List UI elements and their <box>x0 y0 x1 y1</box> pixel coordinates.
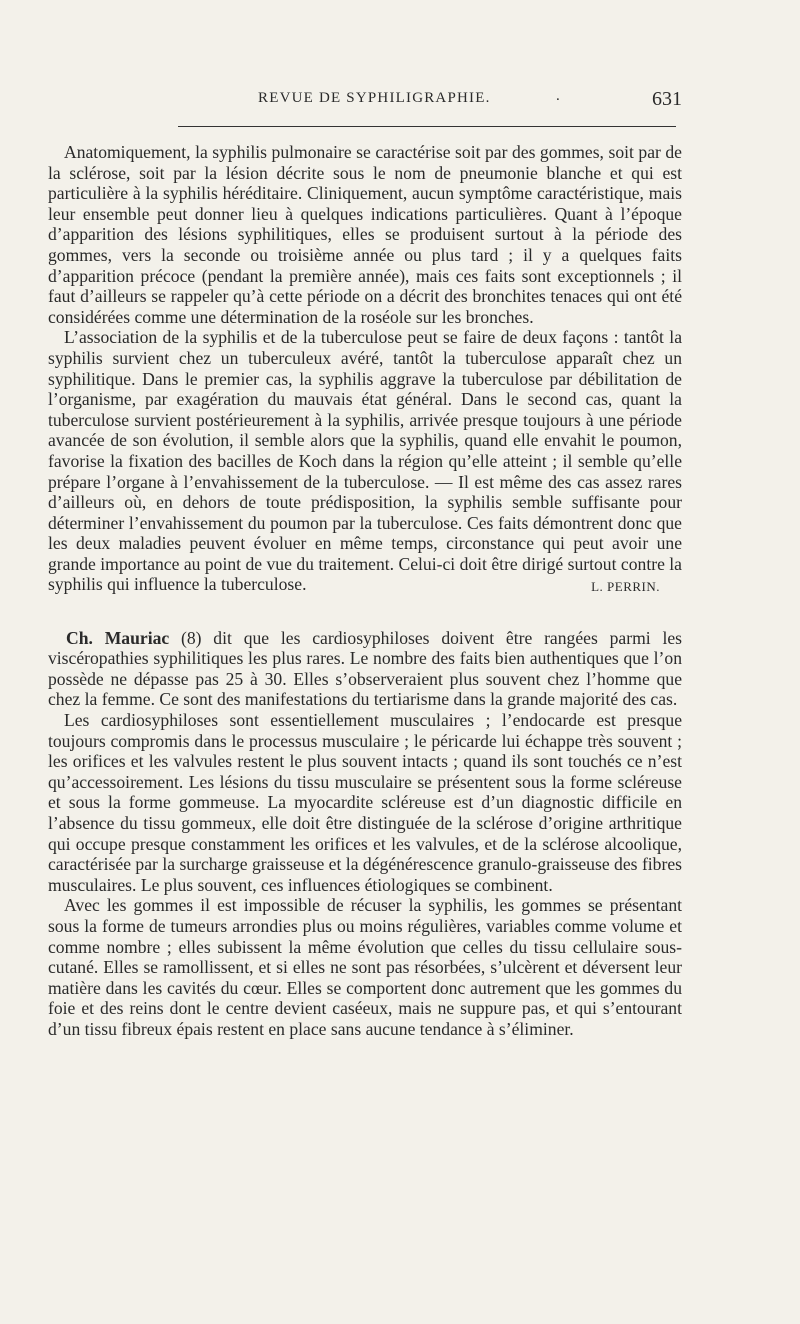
paragraph: Avec les gommes il est impossible de récuser la syphilis, les gommes se présentant sous la forme de tumeurs arrondies plus ou moins régulières, variables comme volume et comme nombre ; elles subissent la même évolution que celles du tissu cellulaire sous-cutané. Elles se ramollissent, et si elles ne sont pas résorbées, s’ulcèrent et déversent leur matière dans les cavités du cœur. Elles se comportent donc autrement que les gommes du foie et des reins dont le centre devient caséeux, mais ne suppure pas, et qui s’entourant d’un tissu fibreux épais restent en place sans aucune tendance à s’éliminer. <box>48 895 682 1039</box>
paragraph: L’association de la syphilis et de la tuberculose peut se faire de deux façons : tantôt la syphilis survient chez un tuberculeux avéré, tantôt la tuberculose apparaît chez un syphilitique. Dans le premier cas, la syphilis aggrave la tuberculose par débilitation de l’organisme, par exagération du mauvais état général. Dans le second cas, quant la tuberculose survient postérieurement à la syphilis, arrivée presque toujours à une période avancée de son évolution, il semble alors que la syphilis, quand elle envahit le poumon, favorise la fixation des bacilles de Koch dans la région qu’elle atteint ; il semble qu’elle prépare l’organe à l’envahissement de la tuberculose. — Il est même des cas assez rares d’ailleurs où, en dehors de toute prédisposition, la syphilis semble suffisante pour déterminer l’envahissement du poumon par la tuberculose. Ces faits démontrent donc que les deux maladies peuvent évoluer en même temps, circonstance qui peut avoir une grande importance au point de vue du traitement. Celui-ci doit être dirigé surtout contre la syphilis qui influence la tuberculose. <box>48 327 682 595</box>
header-rule <box>178 126 676 127</box>
body-text <box>48 142 682 1040</box>
paragraph-text: (8) dit que les cardiosyphiloses doivent être rangées parmi les viscéropathies syphilitiques les plus rares. Le nombre des faits bien authentiques que l’on possède ne dépasse pas 25 à 30. Elles s’observeraient plus souvent chez l’homme que chez la femme. Ce sont des manifestations du tertiarisme dans la grande majorité des cas. <box>48 627 682 710</box>
paragraph: Les cardiosyphiloses sont essentiellement musculaires ; l’endocarde est presque toujours compromis dans le processus musculaire ; le péricarde lui échappe très souvent ; les orifices et les valvules restent le plus souvent intacts ; quand ils sont touchés ce n’est qu’accessoirement. Les lésions du tissu musculaire se présentent sous la forme scléreuse et sous la forme gommeuse. La myocardite scléreuse est d’un diagnostic difficile en l’absence du tissu gommeux, elle doit être distinguée de la sclérose d’origine arthritique qui occupe presque constamment les orifices et les valvules, et de la sclérose alcoolique, caractérisée par la surcharge graisseuse et la dégénérescence granulo-graisseuse des fibres musculaires. Le plus souvent, ces influences étiologiques se combinent. <box>48 710 682 895</box>
running-head <box>48 88 682 114</box>
paragraph <box>48 628 682 710</box>
paragraph: Anatomiquement, la syphilis pulmonaire se caractérise soit par des gommes, soit par de la sclérose, soit par la lésion décrite sous le nom de pneumonie blanche et qui est particulière à la syphilis héréditaire. Cliniquement, aucun symptôme caractéristique, mais leur ensemble peut donner lieu à quelques indications particulières. Quant à l’époque d’apparition des lésions syphilitiques, elles se produisent surtout à la période des gommes, vers la seconde ou troisième année ou plus tard ; il y a quelques faits d’apparition précoce (pendant la première année), mais ces faits sont exceptionnels ; il faut d’ailleurs se rappeler qu’à cette période on a décrit des bronchites tenaces qui ont été considérées comme une détermination de la roséole sur les bronches. <box>48 142 682 327</box>
section-break <box>48 598 682 628</box>
running-title: REVUE DE SYPHILIGRAPHIE. <box>258 90 491 106</box>
running-head-mark: . <box>556 88 560 104</box>
author-signature: L. PERRIN. <box>591 579 660 595</box>
cited-author: Ch. Mauriac <box>66 627 170 648</box>
page-number: 631 <box>652 88 682 110</box>
